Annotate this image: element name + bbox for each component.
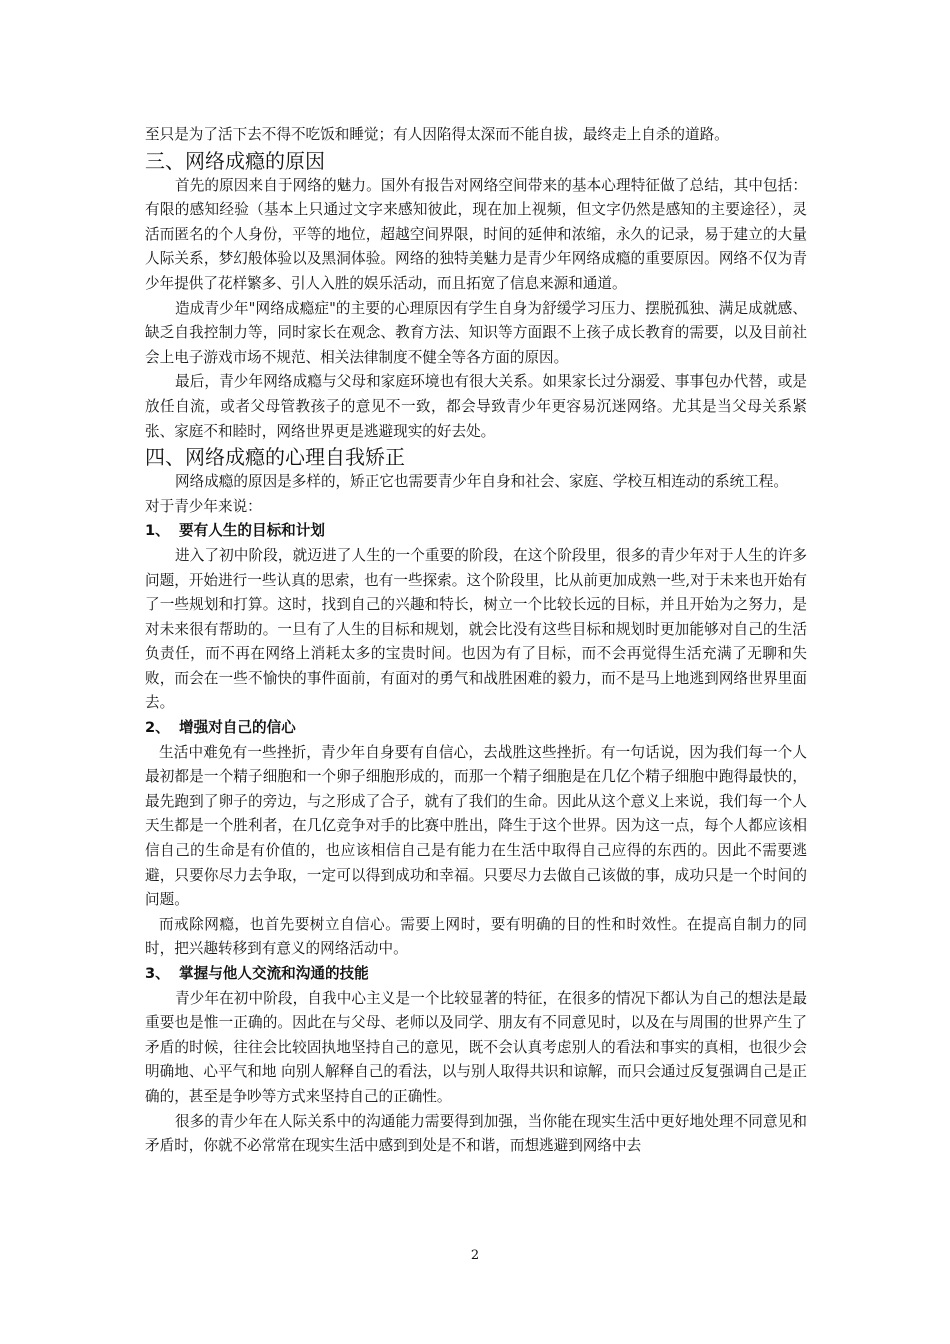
item-2-paragraph-2: 而戒除网瘾，也首先要树立自信心。需要上网时，要有明确的目的性和时效性。在提高自制力的同时，把兴趣转移到有意义的网络活动中。 xyxy=(145,915,807,958)
section-4-intro: 网络成瘾的原因是多样的，矫正它也需要青少年自身和社会、家庭、学校互相连动的系统工程。 xyxy=(175,473,788,491)
item-3-title: 掌握与他人交流和沟通的技能 xyxy=(179,965,369,982)
item-1-number: 1、 xyxy=(145,522,170,540)
item-3-paragraph-1: 青少年在初中阶段，自我中心主义是一个比较显著的特征，在很多的情况下都认为自己的想法是最重要也是惟一正确的。因此在与父母、老师以及同学、朋友有不同意见时，以及在与周围的世界产生了矛盾的时候，往往会比较固执地坚持自己的意见，既不会认真考虑别人的看法和事实的真相，也很少会 明确地、心平气和地 向别人解释自己的看法，以与别人取得共识和谅解，而只会通过反复强调自己是正确的，甚至是争吵等方式来坚持自己的正确性。 xyxy=(145,989,807,1105)
item-1-heading xyxy=(145,519,807,544)
item-1-paragraph-1: 进入了初中阶段，就迈进了人生的一个重要的阶段，在这个阶段里，很多的青少年对于人生的许多问题，开始进行一些认真的思索，也有一些探索。这个阶段里，比从前更加成熟一些,对于未来也开始有了一些规划和打算。这时，找到自己的兴趣和特长，树立一个比较长远的目标，并且开始为之努力，是对未来很有帮助的。一旦有了人生的目标和规划，就会比没有这些目标和规划时更加能够对自己的生活负责任，而不再在网络上消耗太多的宝贵时间。也因为有了目标，而不会再觉得生活充满了无聊和失败，而会在一些不愉快的事件面前，有面对的勇气和战胜困难的毅力，而不是马上地逃到网络世界里面去。 xyxy=(145,546,807,712)
item-3-number: 3、 xyxy=(145,965,170,982)
item-2-title: 增强对自己的信心 xyxy=(179,719,296,737)
item-3-paragraph-2: 很多的青少年在人际关系中的沟通能力需要得到加强，当你能在现实生活中更好地处理不同意见和矛盾时，你就不必常常在现实生活中感到到处是不和谐，而想逃避到网络中去 xyxy=(145,1112,807,1155)
page-body xyxy=(145,123,807,1159)
section-3-paragraph-3: 最后，青少年网络成瘾与父母和家庭环境也有很大关系。如果家长过分溺爱、事事包办代替，或是放任自流，或者父母管教孩子的意见不一致，都会导致青少年更容易沉迷网络。尤其是当父母关系紧张、家庭不和睦时，网络世界更是逃避现实的好去处。 xyxy=(145,373,807,440)
item-2-heading xyxy=(145,716,807,741)
item-1-title: 要有人生的目标和计划 xyxy=(179,522,325,540)
item-2-paragraph-1: 生活中难免有一些挫折，青少年自身要有自信心，去战胜这些挫折。有一句话说，因为我们每一个人最初都是一个精子细胞和一个卵子细胞形成的，而那一个精子细胞是在几亿个精子细胞中跑得最快的，最先跑到了卵子的旁边，与之形成了合子，就有了我们的生命。因此从这个意义上来说，我们每一个人天生都是一个胜利者，在几亿竞争对手的比赛中胜出，降生于这个世界。因为这一点，每个人都应该相信自己的生命是有价值的，也应该相信自己是有能力在生活中取得自己应得的东西的。因此不需要逃避，只要你尽力去争取，一定可以得到成功和幸福。只要尽力去做自己该做的事，成功只是一个时间的问题。 xyxy=(145,743,807,909)
item-3-heading xyxy=(145,962,807,987)
section-3-paragraph-1: 首先的原因来自于网络的魅力。国外有报告对网络空间带来的基本心理特征做了总结，其中包括：有限的感知经验（基本上只通过文字来感知彼此，现在加上视频，但文字仍然是感知的主要途径），灵活而匿名的个人身份，平等的地位，超越空间界限，时间的延伸和浓缩，永久的记录，易于建立的大量人际关系，梦幻般体验以及黑洞体验。网络的独特美魅力是青少年网络成瘾的重要原因。网络不仅为青少年提供了花样繁多、引人入胜的娱乐活动，而且拓宽了信息来源和通道。 xyxy=(145,176,807,292)
section-3-heading: 三、网络成瘾的原因 xyxy=(145,148,325,173)
page-number: 2 xyxy=(470,1248,480,1263)
section-4-heading: 四、网络成瘾的心理自我矫正 xyxy=(145,445,405,470)
item-2-number: 2、 xyxy=(145,719,170,737)
continuation-line: 至只是为了活下去不得不吃饭和睡觉；有人因陷得太深而不能自拔，最终走上自杀的道路。 xyxy=(145,126,729,143)
for-teens-line: 对于青少年来说： xyxy=(145,497,262,515)
section-3-paragraph-2: 造成青少年"网络成瘾症"的主要的心理原因有学生自身为舒缓学习压力、摆脱孤独、满足成就感、缺乏自我控制力等，同时家长在观念、教育方法、知识等方面跟不上孩子成长教育的需要，以及目前社会上电子游戏市场不规范、相关法律制度不健全等各方面的原因。 xyxy=(145,299,807,366)
